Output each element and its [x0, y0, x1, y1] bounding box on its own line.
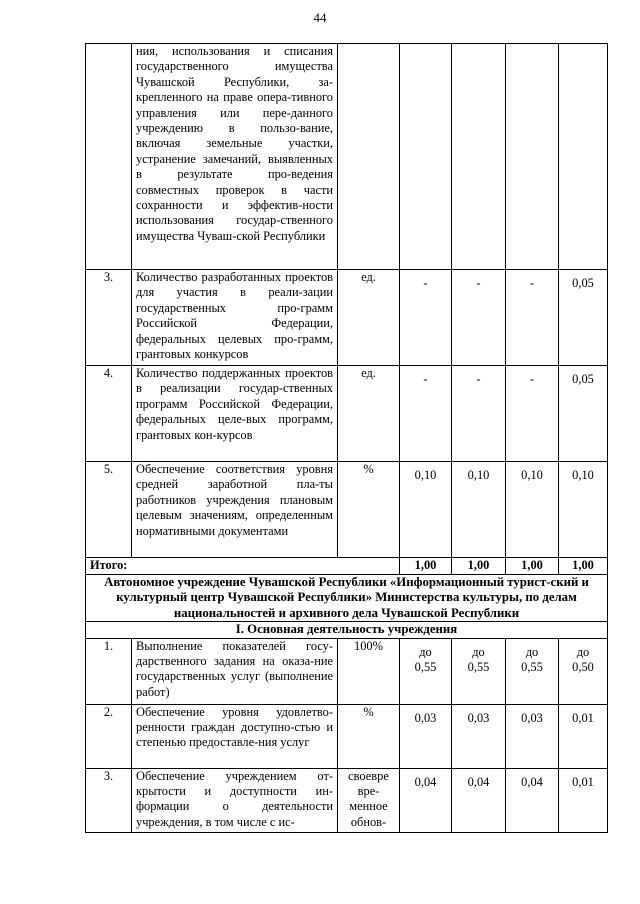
value-cell: 0,10	[400, 462, 452, 558]
unit-cell: 100%	[338, 638, 400, 704]
row-number: 5.	[86, 462, 132, 558]
table-row	[86, 270, 608, 366]
value-cell: 0,04	[452, 768, 506, 832]
total-label: Итого:	[86, 558, 400, 575]
section-row	[86, 622, 608, 638]
row-number: 3.	[86, 270, 132, 366]
value-cell: 0,01	[559, 768, 608, 832]
value-cell: 0,10	[559, 462, 608, 558]
value-cell: 0,04	[400, 768, 452, 832]
table-row	[86, 462, 608, 558]
table-row	[86, 366, 608, 462]
unit-cell: ед.	[338, 366, 400, 462]
indicator-name: Обеспечение учреждением от-крытости и доступности ин-формации о деятельности учреждения, в том числе с ис-	[132, 768, 338, 832]
total-value: 1,00	[452, 558, 506, 575]
total-row	[86, 558, 608, 575]
page-number: 44	[313, 10, 327, 25]
total-value: 1,00	[559, 558, 608, 575]
unit-cell: %	[338, 704, 400, 768]
indicator-name: Количество разработанных проектов для участия в реали-зации государственных про-грамм Российской Федерации, федеральных целевых про-грамм, грантовых конкурсов	[132, 270, 338, 366]
value-cell: -	[452, 270, 506, 366]
value-cell: до 0,55	[400, 638, 452, 704]
indicator-name: ния, использования и списания государственного имущества Чувашской Республики, за-крепленного на праве опера-тивного управления или пере-данного учреждению в пользо-вание, включая земельные участки, устранение замечаний, выявленных в результате про-ведения совместных проверок в части сохранности и эффектив-ности использования государ-ственного имущества Чуваш-ской Республики	[132, 44, 338, 270]
unit-cell: своевре вре- менное обнов-	[338, 768, 400, 832]
organization-row	[86, 575, 608, 622]
value-cell: 0,03	[506, 704, 559, 768]
value-cell: -	[506, 270, 559, 366]
value-cell: -	[506, 366, 559, 462]
value-cell: до 0,55	[452, 638, 506, 704]
row-number: 4.	[86, 366, 132, 462]
table-row	[86, 704, 608, 768]
indicator-name: Выполнение показателей госу-дарственного задания на оказа-ние государственных услуг (выполнение работ)	[132, 638, 338, 704]
unit-cell: %	[338, 462, 400, 558]
organization-title: Автономное учреждение Чувашской Республики «Информационный турист-ский и культурный центр Чувашской Республики» Министерства культуры, по делам национальностей и архивного дела Чувашской Республики	[86, 575, 608, 622]
value-cell: 0,10	[452, 462, 506, 558]
value-cell: -	[452, 366, 506, 462]
unit-cell: ед.	[338, 270, 400, 366]
indicators-table	[85, 43, 608, 833]
unit-cell	[338, 44, 400, 270]
table-row	[86, 44, 608, 270]
value-cell: 0,01	[559, 704, 608, 768]
value-cell	[400, 44, 452, 270]
value-cell: до 0,55	[506, 638, 559, 704]
table-row	[86, 638, 608, 704]
value-cell: -	[400, 366, 452, 462]
indicator-name: Обеспечение уровня удовлетво-ренности граждан доступно-стью и степенью предоставле-ния услуг	[132, 704, 338, 768]
value-cell: 0,03	[400, 704, 452, 768]
value-cell: 0,03	[452, 704, 506, 768]
total-value: 1,00	[506, 558, 559, 575]
value-cell: 0,05	[559, 366, 608, 462]
value-cell	[452, 44, 506, 270]
value-cell: 0,05	[559, 270, 608, 366]
value-cell	[559, 44, 608, 270]
value-cell: до 0,50	[559, 638, 608, 704]
value-cell: 0,10	[506, 462, 559, 558]
section-title: I. Основная деятельность учреждения	[86, 622, 608, 638]
value-cell: -	[400, 270, 452, 366]
total-value: 1,00	[400, 558, 452, 575]
row-number: 1.	[86, 638, 132, 704]
row-number	[86, 44, 132, 270]
row-number: 2.	[86, 704, 132, 768]
indicator-name: Обеспечение соответствия уровня средней заработной пла-ты работников учреждения плановым целевым значениям, определенным нормативными документами	[132, 462, 338, 558]
indicator-name: Количество поддержанных проектов в реализации государ-ственных программ Российской Федерации, федеральных целе-вых программ, грантовых кон-курсов	[132, 366, 338, 462]
table-row	[86, 768, 608, 832]
value-cell: 0,04	[506, 768, 559, 832]
value-cell	[506, 44, 559, 270]
row-number: 3.	[86, 768, 132, 832]
